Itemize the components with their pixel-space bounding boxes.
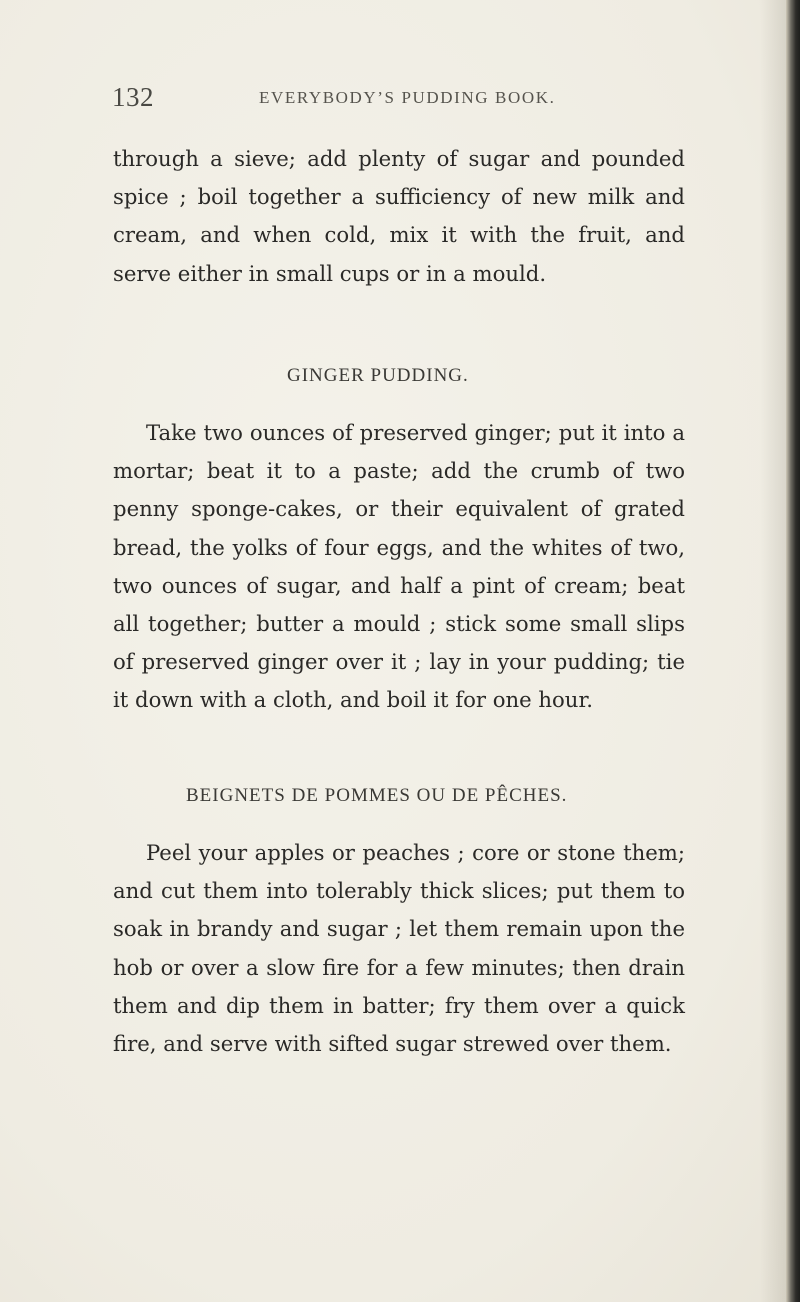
continued-paragraph <box>113 140 685 293</box>
paragraph-text: Take two ounces of preserved ginger; put it into a mortar; beat it to a paste; add the crumb of two penny sponge-cakes, or their equivalent of grated bread, the yolks of four eggs, and the whites of two, two ounces of sugar, and half a pint of cream; beat all together; butter a mould ; stick some small slips of preserved ginger over it ; lay in your pudding; tie it down with a cloth, and boil it for one hour. <box>113 420 685 713</box>
paragraph-text: Peel your apples or peaches ; core or stone them; and cut them into tolerably thick slices; put them to soak in brandy and sugar ; let them remain upon the hob or over a slow fire for a few minutes; then drain them and dip them in batter; fry them over a quick fire, and serve with sifted sugar strewed over them. <box>113 840 685 1057</box>
recipe-heading-ginger-pudding: GINGER PUDDING. <box>287 365 469 386</box>
binding-shadow <box>760 0 786 1302</box>
page-header <box>112 82 672 122</box>
paragraph-text: through a sieve; add plenty of sugar and pounded spice ; boil together a sufficiency of new milk and cream, and when cold, mix it with the fruit, and serve either in small cups or in a mould. <box>113 146 685 286</box>
ginger-pudding-paragraph <box>113 414 685 720</box>
page-edge <box>786 0 800 1302</box>
page-number: 132 <box>112 82 154 112</box>
beignets-paragraph <box>113 834 685 1063</box>
running-head: EVERYBODY’S PUDDING BOOK. <box>259 88 556 107</box>
recipe-heading-beignets: BEIGNETS DE POMMES OU DE PÊCHES. <box>186 785 568 806</box>
